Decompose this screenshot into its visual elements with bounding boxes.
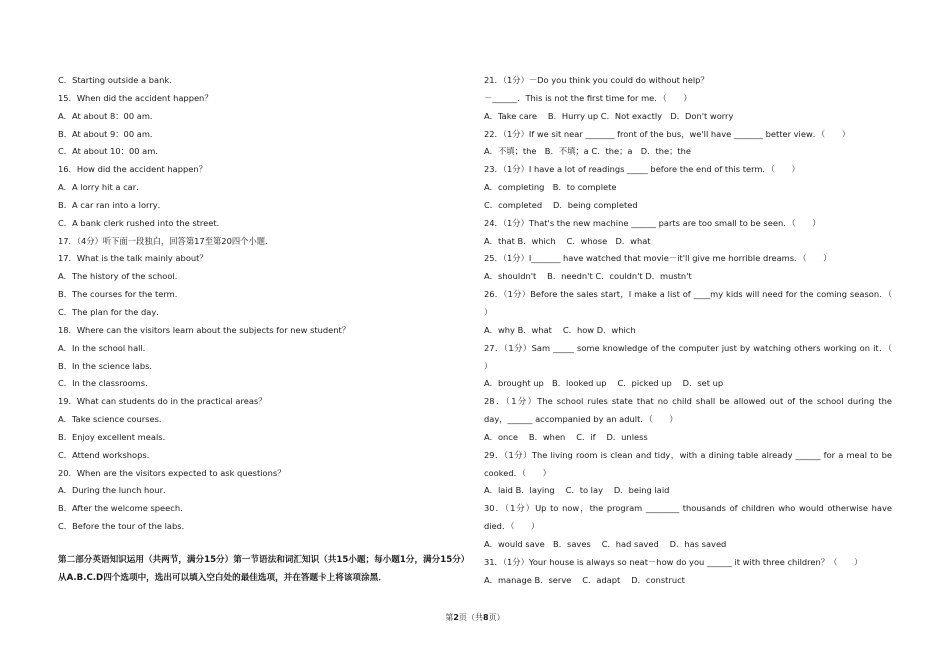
- left-text-line: B．In the science labs．: [58, 360, 158, 371]
- right-text-line: 29．（1分）The living room is clean and tidy，with a dining table already ______ for a meal to be: [484, 449, 892, 460]
- right-text-line: A．once B．when C．if D．unless: [484, 431, 648, 442]
- right-text-line: A．why B．what C．how D．which: [484, 324, 636, 335]
- left-text-line: 16．How did the accident happen？: [58, 164, 207, 175]
- left-text-line: B．Enjoy excellent meals．: [58, 431, 171, 442]
- left-text-line: C．Before the tour of the labs．: [58, 521, 190, 532]
- right-text-line: A．completing B．to complete: [484, 182, 617, 193]
- right-text-line: day，______ accompanied by an adult．（ ）: [484, 414, 678, 425]
- left-text-line: A．At about 8：00 am．: [58, 110, 159, 121]
- left-text-line: C．The plan for the day．: [58, 306, 165, 317]
- right-text-line: A．shouldn't B．needn't C．couldn't D．mustn't: [484, 271, 692, 282]
- left-text-line: B．The courses for the term．: [58, 289, 184, 300]
- right-text-line: A．would save B．saves C．had saved D．has saved: [484, 538, 727, 549]
- right-text-line: ）: [484, 306, 493, 317]
- right-text-line: －______．This is not the first time for me．（ ）: [484, 92, 692, 103]
- right-text-line: 21．（1分）－Do you think you could do without help？: [484, 75, 709, 85]
- right-text-line: A．Take care B．Hurry up C．Not exactly D．Don't worry: [484, 110, 734, 121]
- left-text-line: C．Attend workshops．: [58, 449, 156, 460]
- left-text-line: A．Take science courses．: [58, 414, 168, 425]
- right-text-line: C．completed D．being completed: [484, 199, 638, 210]
- right-text-line: A．that B．which C．whose D．what: [484, 235, 651, 246]
- right-text-line: 23．（1分）I have a lot of readings _____ before the end of this term．（ ）: [484, 164, 800, 175]
- right-text-line: A．brought up B．looked up C．picked up D．set up: [484, 378, 724, 389]
- left-text-line: A．In the school hall．: [58, 342, 152, 353]
- right-text-line: 24．（1分）That's the new machine ______ parts are too small to be seen．（ ）: [484, 217, 821, 228]
- right-text-line: 30．（1分）Up to now，the program ________ thousands of children who would otherwise have: [484, 503, 892, 514]
- right-text-line: cooked．（ ）: [484, 467, 551, 478]
- right-text-line: 27．（1分）Sam _____ some knowledge of the computer just by watching others working on it．（: [484, 342, 892, 353]
- left-text-line: B．After the welcome speech．: [58, 503, 189, 514]
- right-text-line: A．laid B．laying C．to lay D．being laid: [484, 485, 670, 496]
- right-text-line: A．manage B．serve C．adapt D．construct: [484, 574, 685, 585]
- footer-page-number: 2: [453, 613, 459, 622]
- left-text-line: 15．When did the accident happen？: [58, 92, 213, 103]
- footer-suffix: 页）: [488, 613, 505, 622]
- left-text-line: B．A car ran into a lorry．: [58, 199, 166, 210]
- left-text-line: A．During the lunch hour．: [58, 485, 172, 496]
- right-text-line: A．不填；the B．不填；a C．the；a D．the；the: [484, 146, 691, 157]
- right-text-line: 31．（1分）Your house is always so neat－how do you ______ it with three children？（ ）: [484, 556, 863, 567]
- right-text-line: died．（ ）: [484, 521, 540, 532]
- left-text-line: C．Starting outside a bank．: [58, 75, 178, 85]
- footer-middle: 页（共: [459, 613, 483, 622]
- footer-prefix: 第: [445, 613, 454, 622]
- right-text-line: 25．（1分）I_______ have watched that movie－it'll give me horrible dreams．（ ）: [484, 253, 832, 264]
- left-text-line: 19．What can students do in the practical areas？: [58, 396, 267, 407]
- left-text-line: C．A bank clerk rushed into the street．: [58, 217, 225, 228]
- right-text-line: ）: [484, 360, 493, 371]
- left-text-line: 17．What is the talk mainly about？: [58, 253, 208, 264]
- right-text-line: 28．（1分）The school rules state that no child shall be allowed out of the school during the: [484, 396, 892, 407]
- left-text-line: 20．When are the visitors expected to ask questions？: [58, 467, 286, 478]
- left-text-line: A．A lorry hit a car．: [58, 182, 145, 193]
- right-text-line: 22．（1分）If we sit near _______ front of the bus，we'll have _______ better view．（ ）: [484, 128, 851, 139]
- right-column: [484, 72, 892, 589]
- left-text-line: B．At about 9：00 am．: [58, 128, 159, 139]
- section-heading: 第二部分英语知识运用（共两节，满分15分）第一节语法和词汇知识（共15小题；每小题1分，满分15分）从A.B.C.D四个选项中，选出可以填入空白处的最佳选项，并在答题卡上将该项涂黑．: [58, 555, 470, 583]
- left-text-line: C．At about 10：00 am．: [58, 146, 164, 157]
- left-column: [58, 72, 458, 536]
- left-text-line: 18．Where can the visitors learn about the subjects for new student？: [58, 324, 351, 335]
- footer-total-pages: 8: [483, 613, 489, 622]
- right-text-line: 26．（1分）Before the sales start，I make a list of ____my kids will need for the coming season．（: [484, 289, 892, 300]
- page-footer: [0, 612, 950, 623]
- left-text-line: A．The history of the school．: [58, 271, 184, 282]
- left-text-line: 17．（4分）听下面一段独白，回答第17至第20四个小题．: [58, 235, 274, 246]
- left-text-line: C．In the classrooms．: [58, 378, 154, 389]
